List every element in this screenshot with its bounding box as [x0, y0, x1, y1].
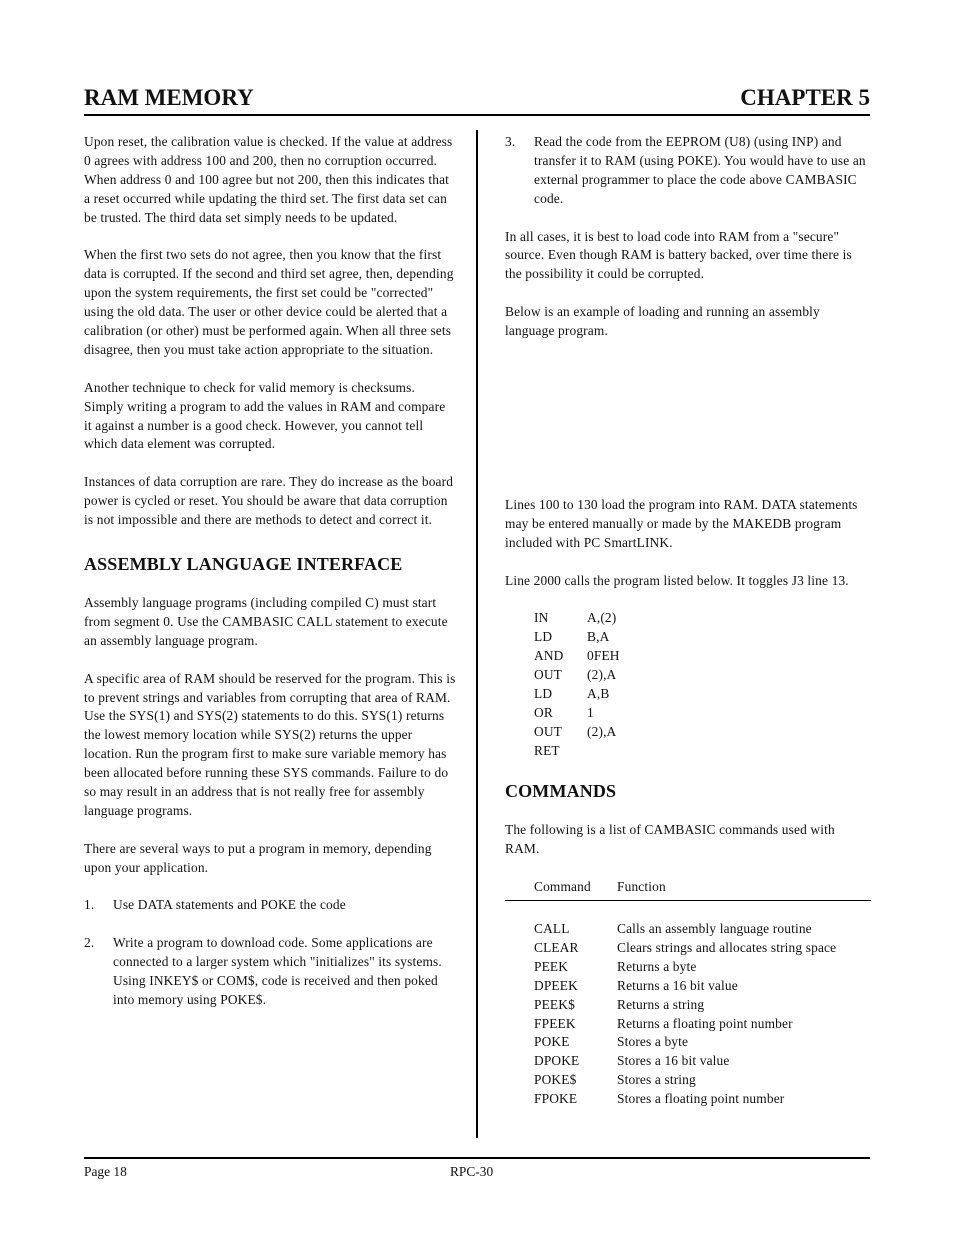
table-row	[505, 939, 871, 958]
table-row	[505, 996, 871, 1015]
command-cell: DPOKE	[534, 1053, 580, 1069]
command-cell: FPEEK	[534, 1015, 576, 1031]
function-cell: Stores a 16 bit value	[617, 1053, 730, 1069]
operand: 0FEH	[587, 648, 620, 664]
command-cell: POKE$	[534, 1072, 577, 1088]
opcode: LD	[534, 685, 553, 701]
function-cell: Returns a 16 bit value	[617, 977, 738, 993]
page-footer	[84, 1157, 870, 1179]
list-text: Write a program to download code. Some applications are connected to a larger system which "initializes" its systems. Using INKEY$ or COM$, code is received and then poked into memory using POKE$.	[113, 935, 442, 1007]
list-item	[84, 896, 456, 915]
code-line	[534, 628, 871, 647]
paragraph: There are several ways to put a program in memory, depending upon your application.	[84, 840, 432, 875]
list-item	[505, 133, 871, 209]
chapter-number: CHAPTER 5	[740, 85, 870, 110]
function-cell: Returns a string	[617, 996, 705, 1012]
opcode: IN	[534, 610, 549, 626]
operand: B,A	[587, 629, 610, 645]
command-cell: POKE	[534, 1034, 570, 1050]
table-row	[505, 1052, 871, 1071]
left-column	[84, 133, 456, 1029]
paragraph: Line 2000 calls the program listed below. It toggles J3 line 13.	[505, 572, 849, 588]
code-line	[534, 704, 871, 723]
operand: (2),A	[587, 723, 617, 739]
operand: A,B	[587, 685, 610, 701]
opcode: OUT	[534, 667, 562, 683]
command-cell: PEEK	[534, 958, 569, 974]
method-list-continued	[505, 133, 871, 209]
commands-table	[505, 920, 871, 1109]
table-row	[505, 920, 871, 939]
paragraph: A specific area of RAM should be reserved for the program. This is to prevent strings and variables from corrupting that area of RAM. Use the SYS(1) and SYS(2) statements to do this. SYS(1) returns the lowest memory location while SYS(2) returns the upper location. Run the program first to make sure variable memory has been allocated before running these SYS commands. Failure to do so may result in an address that is not really free for assembly language programs.	[84, 670, 456, 818]
code-line	[534, 723, 871, 742]
table-row	[505, 958, 871, 977]
page-header	[84, 84, 870, 116]
code-line	[534, 685, 871, 704]
list-number: 2.	[84, 935, 95, 951]
list-item	[84, 934, 456, 1010]
operand: (2),A	[587, 667, 617, 683]
column-divider	[476, 130, 478, 1138]
paragraph: Another technique to check for valid memory is checksums. Simply writing a program to add the values in RAM and compare it against a number is a good check. However, you cannot tell which data element was corrupted.	[84, 379, 446, 452]
column-header-command: Command	[534, 879, 591, 895]
code-line	[534, 609, 871, 628]
paragraph: The following is a list of CAMBASIC commands used with RAM.	[505, 822, 835, 857]
function-cell: Stores a floating point number	[617, 1091, 785, 1107]
list-number: 3.	[505, 134, 516, 149]
command-cell: PEEK$	[534, 996, 575, 1012]
command-cell: DPEEK	[534, 977, 578, 993]
section-title: ASSEMBLY LANGUAGE INTERFACE	[84, 553, 403, 574]
list-number: 1.	[84, 897, 95, 913]
paragraph: In all cases, it is best to load code into RAM from a "secure" source. Even though RAM is battery backed, over time there is the possibility it could be corrupted.	[505, 228, 852, 282]
section-title: COMMANDS	[505, 781, 617, 802]
list-text: Use DATA statements and POKE the code	[113, 897, 346, 913]
table-row	[505, 1015, 871, 1034]
column-header-function: Function	[617, 879, 666, 895]
document-id: RPC-30	[450, 1164, 494, 1179]
opcode: LD	[534, 629, 553, 645]
right-column	[505, 133, 871, 1109]
operand: A,(2)	[587, 610, 617, 626]
method-list	[84, 896, 456, 1009]
function-cell: Returns a byte	[617, 958, 697, 974]
opcode: OUT	[534, 723, 562, 739]
opcode: AND	[534, 648, 564, 664]
table-row	[505, 1033, 871, 1052]
page-number: Page 18	[84, 1164, 127, 1179]
paragraph: When the first two sets do not agree, then you know that the first data is corrupted. If the second and third set agree, then, depending upon the system requirements, the first set could be "corrected" using the old data. The user or other device could be alerted that a calibration (or other) must be performed again. When all three sets disagree, then you must take action appropriate to the situation.	[84, 247, 454, 357]
function-cell: Returns a floating point number	[617, 1015, 793, 1031]
paragraph: Lines 100 to 130 load the program into RAM. DATA statements may be entered manually or made by the MAKEDB program included with PC SmartLINK.	[505, 496, 858, 550]
table-row	[505, 1090, 871, 1109]
paragraph: Upon reset, the calibration value is checked. If the value at address 0 agrees with address 100 and 200, then no corruption occurred. When address 0 and 100 agree but not 200, then this indicates that a reset occurred while updating the third set. The first data set can be trusted. The third data set simply needs to be updated.	[84, 134, 453, 225]
opcode: RET	[534, 742, 560, 758]
opcode: OR	[534, 704, 553, 720]
table-row	[505, 977, 871, 996]
paragraph: Assembly language programs (including compiled C) must start from segment 0. Use the CAMBASIC CALL statement to execute an assembly language program.	[84, 594, 448, 648]
code-line	[534, 647, 871, 666]
table-row	[505, 1071, 871, 1090]
paragraph: Instances of data corruption are rare. They do increase as the board power is cycled or reset. You should be aware that data corruption is not impossible and there are methods to detect and correct it.	[84, 474, 454, 528]
assembly-listing	[534, 609, 871, 760]
function-cell: Stores a string	[617, 1072, 696, 1088]
function-cell: Calls an assembly language routine	[617, 920, 812, 936]
command-cell: CLEAR	[534, 939, 579, 955]
function-cell: Stores a byte	[617, 1034, 689, 1050]
chapter-topic: RAM MEMORY	[84, 85, 254, 110]
command-cell: FPOKE	[534, 1091, 578, 1107]
operand: 1	[587, 704, 594, 720]
paragraph: Below is an example of loading and running an assembly language program.	[505, 304, 820, 339]
commands-table-header	[505, 878, 871, 901]
function-cell: Clears strings and allocates string space	[617, 939, 837, 955]
command-cell: CALL	[534, 920, 570, 936]
code-line	[534, 666, 871, 685]
code-line	[534, 742, 871, 761]
list-text: Read the code from the EEPROM (U8) (using INP) and transfer it to RAM (using POKE). You would have to use an external programmer to place the code above CAMBASIC code.	[534, 134, 866, 206]
